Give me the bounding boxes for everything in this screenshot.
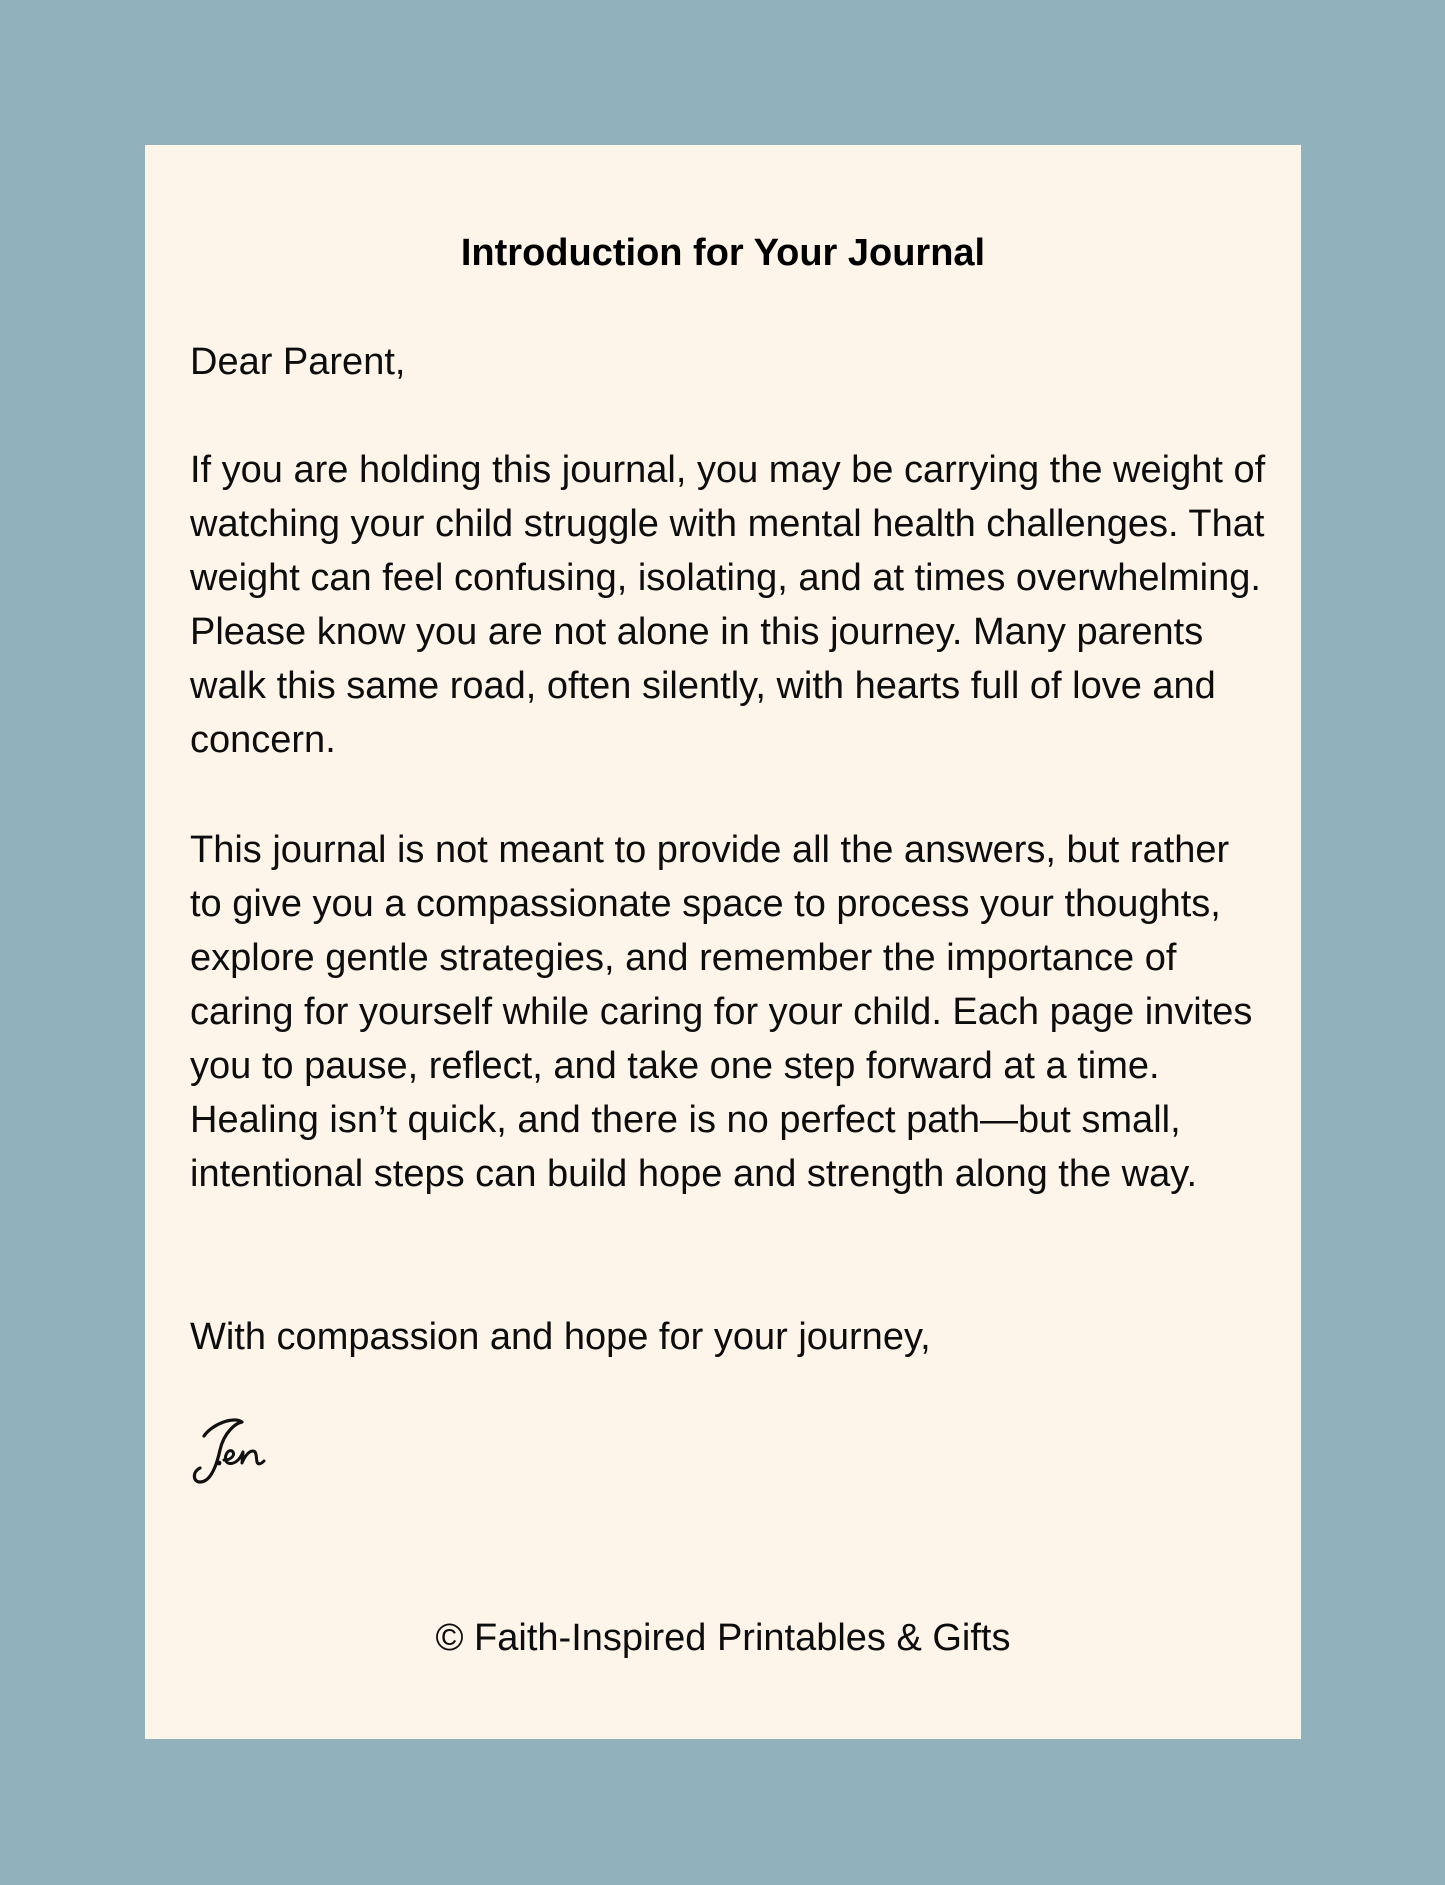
greeting: Dear Parent, <box>190 341 406 383</box>
paragraph-intro: If you are holding this journal, you may be carrying the weight of watching your child struggle with mental health challenges. That weight can feel confusing, isolating, and at times overwhelming. Please know you are not alone in this journey. Many parents walk this same road, often silently, with hearts full of love and concern. <box>190 449 1266 761</box>
closing-line: With compassion and hope for your journey, <box>190 1316 931 1358</box>
paragraph-purpose: This journal is not meant to provide all the answers, but rather to give you a compassionate space to process your thoughts, explore gentle strategies, and remember the importance of caring for yourself while caring for your child. Each page invites you to pause, reflect, and take one step forward at a time. Healing isn’t quick, and there is no perfect path—but small, intentional steps can build hope and strength along the way. <box>190 829 1253 1195</box>
handwritten-signature <box>190 1410 280 1490</box>
copyright-notice: © Faith-Inspired Printables & Gifts <box>435 1617 1011 1659</box>
page-title: Introduction for Your Journal <box>460 232 986 274</box>
journal-page <box>145 145 1301 1739</box>
